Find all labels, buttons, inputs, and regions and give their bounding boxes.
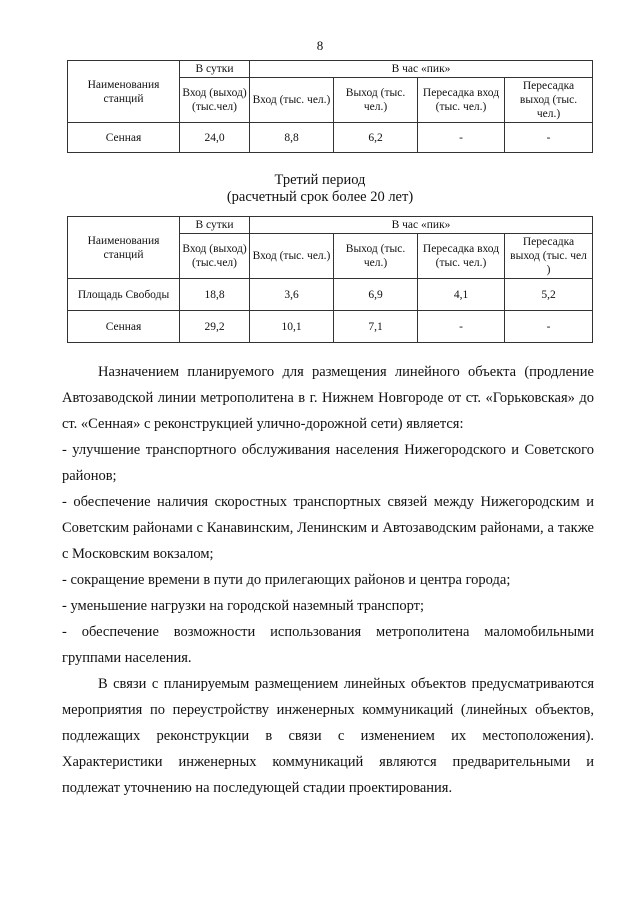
- paragraph-utilities: В связи с планируемым размещением линейных объектов предусматриваются мероприятия по переустройству инженерных коммуникаций (линейных объектов, подлежащих реконструкции в связи с изменением их местоположения). Характеристики инженерных коммуникаций являются предварительными и подлежат уточнению на последующей стадии проектирования.: [62, 676, 594, 796]
- table-row: [68, 311, 593, 343]
- cell-station: Сенная: [68, 123, 180, 153]
- table-row: [68, 279, 593, 311]
- table-row: [68, 123, 593, 153]
- cell-station: Сенная: [68, 311, 180, 343]
- cell-in: 8,8: [250, 123, 334, 153]
- cell-day: 18,8: [180, 279, 250, 311]
- passenger-flow-table-1: [67, 60, 593, 153]
- bullet-ground-transport: - уменьшение нагрузки на городской наземный транспорт;: [62, 598, 425, 614]
- header-peak-hour: В час «пик»: [250, 217, 593, 234]
- period-subtitle: (расчетный срок более 20 лет): [226, 189, 414, 205]
- bullet-travel-time: - сокращение времени в пути до прилегающих районов и центра города;: [62, 572, 511, 588]
- passenger-flow-table-2: [67, 216, 593, 343]
- cell-transfer-in: -: [418, 311, 505, 343]
- header-peak-hour: В час «пик»: [250, 61, 593, 78]
- cell-transfer-out: -: [505, 311, 593, 343]
- subheader-transfer-in: Пересадка вход (тыс. чел.): [418, 78, 505, 123]
- header-per-day: В сутки: [180, 61, 250, 78]
- subheader-in: Вход (тыс. чел.): [250, 78, 334, 123]
- subheader-out: Выход (тыс. чел.): [334, 78, 418, 123]
- cell-out: 6,9: [334, 279, 418, 311]
- cell-day: 29,2: [180, 311, 250, 343]
- bullet-accessibility: - обеспечение возможности использования метрополитена маломобильными группами населения.: [62, 624, 594, 666]
- cell-out: 7,1: [334, 311, 418, 343]
- bullet-transport-service: - улучшение транспортного обслуживания населения Нижегородского и Советского районов;: [62, 442, 594, 484]
- subheader-day-in-out: Вход (выход) (тыс.чел): [180, 234, 250, 279]
- cell-station: Площадь Свободы: [68, 279, 180, 311]
- period-title: Третий период: [274, 172, 366, 188]
- body-text: [62, 359, 594, 801]
- bullet-fast-connections: - обеспечение наличия скоростных транспортных связей между Нижегородским и Советским районами с Канавинским, Ленинским и Автозаводским районами, а также с Московским вокзалом;: [62, 494, 594, 562]
- cell-day: 24,0: [180, 123, 250, 153]
- subheader-out: Выход (тыс. чел.): [334, 234, 418, 279]
- header-per-day: В сутки: [180, 217, 250, 234]
- cell-out: 6,2: [334, 123, 418, 153]
- subheader-transfer-out: Пересадка выход (тыс. чел.): [505, 78, 593, 123]
- cell-transfer-out: -: [505, 123, 593, 153]
- cell-in: 10,1: [250, 311, 334, 343]
- subheader-in: Вход (тыс. чел.): [250, 234, 334, 279]
- subheader-transfer-out: Пересадка выход (тыс. чел ): [505, 234, 593, 279]
- paragraph-purpose: Назначением планируемого для размещения линейного объекта (продление Автозаводской линии метрополитена в г. Нижнем Новгороде от ст. «Горьковская» до ст. «Сенная» с реконструкцией улично-дорожной сети) является:: [62, 364, 594, 432]
- subheader-day-in-out: Вход (выход) (тыс.чел): [180, 78, 250, 123]
- cell-transfer-in: -: [418, 123, 505, 153]
- header-station-name: Наименования станций: [68, 217, 180, 279]
- cell-transfer-out: 5,2: [505, 279, 593, 311]
- page-number: 8: [316, 38, 324, 53]
- subheader-transfer-in: Пересадка вход (тыс. чел.): [418, 234, 505, 279]
- cell-in: 3,6: [250, 279, 334, 311]
- header-station-name: Наименования станций: [68, 61, 180, 123]
- period-heading: [0, 172, 640, 206]
- cell-transfer-in: 4,1: [418, 279, 505, 311]
